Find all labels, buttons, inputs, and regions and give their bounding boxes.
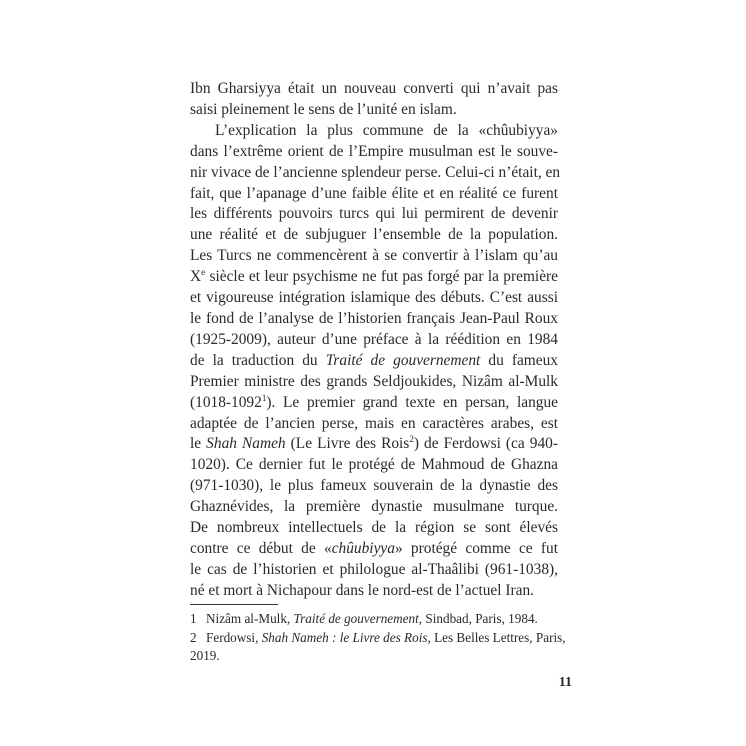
footnote-divider bbox=[190, 604, 278, 605]
text-line: dans l’extrême orient de l’Empire musulman est le souve- bbox=[190, 142, 558, 160]
text-line: Xe siècle et leur psychisme ne fut pas forgé par la première bbox=[190, 267, 558, 286]
text-line: contre ce début de «chûubiyya» protégé comme ce fut bbox=[190, 539, 558, 557]
text-line: le cas de l’historien et philologue al-Thaâlibi (961-1038), bbox=[190, 560, 558, 578]
text-line: (1925-2009), auteur d’une préface à la réédition en 1984 bbox=[190, 330, 558, 348]
book-title: Shah Nameh bbox=[206, 435, 286, 453]
footnote-ref: 1 bbox=[261, 392, 267, 403]
text-line: fait, que l’apanage d’une faible élite et en réalité ce furent bbox=[190, 184, 558, 202]
text-line: 1020). Ce dernier fut le protégé de Mahmoud de Ghazna bbox=[190, 456, 558, 474]
body-text bbox=[190, 79, 561, 602]
text-line: né et mort à Nichapour dans le nord-est de l’actuel Iran. bbox=[190, 581, 535, 599]
text-line: saisi pleinement le sens de l’unité en islam. bbox=[190, 100, 457, 118]
text-line: les différents pouvoirs turcs qui lui permirent de devenir bbox=[190, 205, 558, 223]
text-line: adaptée de l’ancien perse, mais en caractères arabes, est bbox=[190, 414, 558, 432]
text-line: De nombreux intellectuels de la région se sont élevés bbox=[190, 519, 558, 537]
text-line: nir vivace de l’ancienne splendeur perse. Celui-ci n’était, en bbox=[190, 163, 561, 181]
text-line: le Shah Nameh (Le Livre des Rois$^2$) de Ferdowsi (ca 940- bbox=[190, 434, 558, 453]
term-italic: chûubiyya bbox=[331, 539, 395, 557]
page-number: 11 bbox=[558, 675, 572, 690]
text-line: (1018-1092$^1$). Le premier grand texte en persan, langue bbox=[190, 392, 558, 411]
text-line: Ibn Gharsiyya était un nouveau converti qui n’avait pas bbox=[190, 80, 558, 97]
footnote-2-continuation: 2019. bbox=[190, 648, 220, 663]
footnote-2: 2 Ferdowsi, Shah Nameh : le Livre des Rois, Les Belles Lettres, Paris, bbox=[190, 629, 566, 645]
text-line: Premier ministre des grands Seldjoukides, Nizâm al-Mulk bbox=[190, 372, 558, 390]
footnote-ref: 2 bbox=[409, 434, 414, 445]
footnote-1: 1 Nizâm al-Mulk, Traité de gouvernement, Sindbad, Paris, 1984. bbox=[190, 611, 538, 626]
text-line: Ghaznévides, la première dynastie musulmane turque. bbox=[190, 498, 558, 516]
book-title: Traité de gouvernement bbox=[325, 351, 481, 369]
text-line: le fond de l’analyse de l’historien français Jean-Paul Roux bbox=[190, 309, 558, 327]
text-line: de la traduction du Traité de gouvernement du fameux bbox=[190, 351, 558, 369]
text-line: L’explication la plus commune de la «chûubiyya» bbox=[215, 121, 558, 139]
text-line: Les Turcs ne commencèrent à se convertir à l’islam qu’au bbox=[190, 247, 558, 265]
text-line: et vigoureuse intégration islamique des débuts. C’est aussi bbox=[190, 289, 558, 307]
footnotes bbox=[190, 610, 566, 666]
text-line: une réalité et de subjuguer l’ensemble de la population. bbox=[190, 226, 558, 244]
text-line: (971-1030), le plus fameux souverain de la dynastie des bbox=[190, 477, 558, 495]
